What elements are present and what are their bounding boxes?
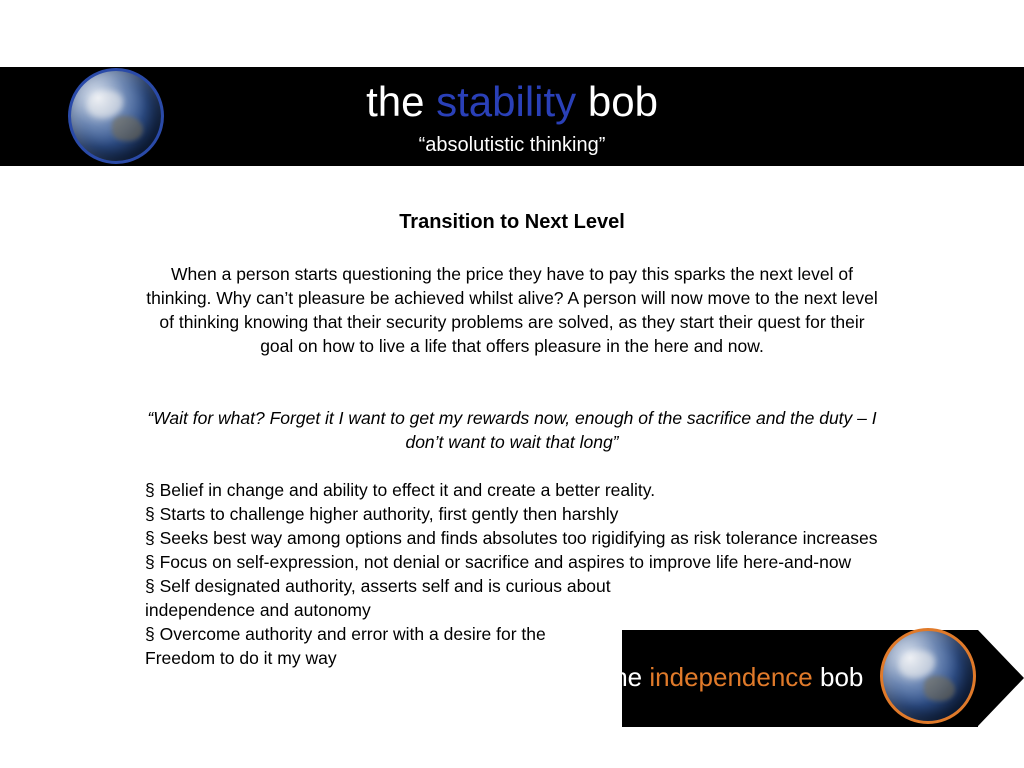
- list-item: § Focus on self-expression, not denial or sacrifice and aspires to improve life here-and-now: [145, 552, 852, 572]
- list-item: § Overcome authority and error with a desire for the Freedom to do it my way: [145, 624, 546, 668]
- page-title: [0, 76, 1024, 128]
- list-item: § Seeks best way among options and finds absolutes too rigidifying as risk tolerance increases: [145, 528, 878, 548]
- list-item: § Starts to challenge higher authority, first gently then harshly: [145, 504, 619, 524]
- title-suffix: bob: [576, 78, 658, 125]
- intro-paragraph: When a person starts questioning the price they have to pay this sparks the next level of thinking. Why can’t pleasure be achieved whilst alive? A person will now move to the next level of thinking knowing that their security problems are solved, as they start their quest for their goal on how to live a life that offers pleasure in the here and now.: [146, 264, 878, 356]
- list-item: § Self designated authority, asserts self and is curious about independence and autonomy: [145, 576, 611, 620]
- quote-paragraph: “Wait for what? Forget it I want to get my rewards now, enough of the sacrifice and the duty – I don’t want to wait that long”: [147, 408, 877, 452]
- page-subtitle: “absolutistic thinking”: [418, 134, 606, 156]
- globe-icon: [880, 628, 976, 724]
- title-accent: stability: [436, 78, 577, 125]
- arrow-right-icon[interactable]: [978, 630, 1024, 726]
- footer-accent: independence: [649, 662, 813, 692]
- next-level-label[interactable]: [606, 662, 863, 693]
- title-prefix: the: [366, 78, 437, 125]
- footer-suffix: bob: [812, 662, 864, 692]
- list-item: § Belief in change and ability to effect it and create a better reality.: [145, 480, 656, 500]
- footer-prefix: the: [606, 662, 650, 692]
- section-heading: Transition to Next Level: [399, 211, 625, 233]
